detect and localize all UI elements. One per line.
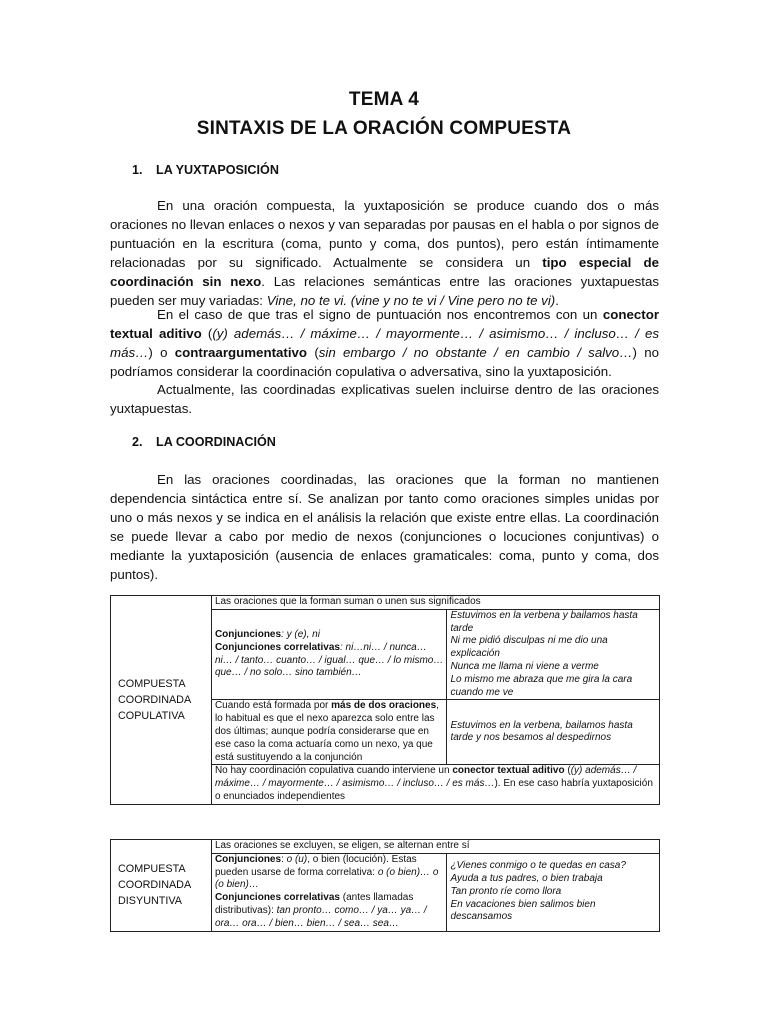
section1-title: LA YUXTAPOSICIÓN — [156, 163, 279, 177]
text-run: En el caso de que tras el signo de puntuación nos encontremos con un — [157, 307, 603, 322]
example-line: Tan pronto ríe como llora — [450, 885, 562, 897]
conjunctions-label: Conjunciones — [214, 853, 282, 865]
text-run: ). En ese caso habría yuxtaposición o enunciados independientes — [214, 778, 653, 802]
example-text: (y) además… / máxime… / mayormente… / asimismo… / incluso… / es más… — [110, 326, 659, 361]
example-line: En vacaciones bien salimos bien descansamos — [450, 898, 596, 923]
conjunctions-label: Conjunciones — [214, 628, 282, 640]
example-line: Estuvimos en la verbena y bailamos hasta tarde — [450, 609, 638, 634]
section1-paragraph-3 — [110, 380, 659, 418]
section2-title: LA COORDINACIÓN — [156, 435, 276, 449]
example-line: Nunca me llama ni viene a verme — [450, 660, 599, 672]
example-line: Ni me pidió disculpas ni me dio una explicación — [450, 635, 608, 660]
section2-heading — [132, 435, 276, 449]
example-text: Vine, no te vi. (vine y no te vi / Vine pero no te vi) — [266, 293, 556, 309]
section1-heading — [132, 163, 279, 177]
disyuntiva-conjunctions-cell — [211, 853, 447, 931]
correlative-label: Conjunciones correlativas — [214, 641, 340, 653]
copulativa-conjunctions-cell — [211, 609, 447, 700]
page-title-line1: TEMA 4 — [348, 89, 420, 110]
bold-term: conector textual aditivo — [110, 307, 659, 342]
section1-paragraph-1 — [110, 196, 659, 311]
text-run: No hay coordinación copulativa cuando interviene un — [214, 765, 453, 777]
text-run: ( — [307, 345, 319, 361]
disyuntiva-header: Las oraciones se excluyen, se eligen, se alternan entre sí — [211, 840, 659, 854]
disyuntiva-label: COMPUESTA COORDINADA DISYUNTIVA — [111, 840, 212, 932]
copulativa-multiple-cell — [211, 700, 447, 765]
example-text: tan pronto… como… / ya… ya… / ora… ora… / bien… bien… / sea… sea… — [214, 904, 427, 929]
copulativa-note-cell — [211, 765, 659, 804]
example-line: Ayuda a tus padres, o bien trabaja — [450, 872, 603, 884]
disyuntiva-examples-cell — [447, 853, 660, 931]
example-text: o (o bien)… o (o bien)… — [214, 866, 439, 891]
page-title-line2: SINTAXIS DE LA ORACIÓN COMPUESTA — [196, 118, 572, 139]
example-line: Estuvimos en la verbena, bailamos hasta tarde y nos besamos al despedirnos — [450, 719, 633, 744]
text-run: En las oraciones coordinadas, las oraciones que la forman no mantienen dependencia sintáctica entre sí. Se analizan por tanto como oraciones simples unidas por uno o más nexos y se indica en el análisis la relación que existe entre ellas. La coordinación se puede llevar a cabo por medio de nexos (conjunciones o locuciones conjuntivas) o mediante la yuxtaposición (ausencia de enlaces gramaticales: coma, punto y coma, dos puntos). — [110, 472, 659, 583]
correlative-value: : ni…ni… / nunca… ni… / tanto… cuanto… / igual… que… / lo mismo… que… / no solo… sino también… — [214, 641, 444, 679]
section1-number: 1. — [132, 163, 143, 177]
copulativa-table — [110, 595, 660, 805]
section2-number: 2. — [132, 435, 143, 449]
text-run: Cuando está formada por — [214, 700, 332, 712]
example-text: sin embargo / no obstante / en cambio / salvo… — [318, 345, 633, 361]
bold-term: conector textual aditivo — [452, 765, 565, 777]
text-run: , o bien (locución). Estas pueden usarse de forma correlativa: — [214, 853, 417, 878]
conjunctions-value: : y (e), ni — [281, 628, 320, 640]
example-text: (y) además… / máxime… / mayormente… / asimismo… / incluso… / es más… — [214, 765, 637, 790]
text-run: : — [281, 853, 287, 865]
text-run: . — [555, 293, 559, 309]
bold-term: más de dos oraciones — [331, 700, 437, 712]
text-run: ( — [564, 765, 571, 777]
example-text: o (u) — [286, 853, 308, 865]
copulativa-multiple-example — [447, 700, 660, 765]
bold-term: contraargumentativo — [174, 345, 308, 361]
text-run: ( — [201, 326, 213, 342]
section2-paragraph-1 — [110, 470, 659, 585]
bold-term: tipo especial de coordinación sin nexo — [110, 255, 660, 290]
example-line: Lo mismo me abraza que me gira la cara cuando me ve — [450, 673, 633, 698]
copulativa-examples-cell — [447, 609, 660, 700]
copulativa-header: Las oraciones que la forman suman o unen sus significados — [211, 596, 659, 610]
text-run: ) no podríamos considerar la coordinación copulativa o adversativa, sino la yuxtaposición. — [110, 345, 660, 380]
text-run: ) o — [148, 345, 175, 361]
disyuntiva-table — [110, 839, 660, 932]
example-line: ¿Vienes conmigo o te quedas en casa? — [450, 860, 626, 872]
text-run: Actualmente, las coordinadas explicativas suelen incluirse dentro de las oraciones yuxtapuestas. — [110, 382, 659, 417]
text-run: , lo habitual es que el nexo aparezca solo entre las dos últimas; aunque podría considerarse que en ese caso la coma actuaría como un nexo, ya que está sustituyendo a la conjunción — [214, 700, 439, 763]
text-run: (antes llamadas distributivas): — [214, 892, 414, 916]
section1-paragraph-2 — [110, 305, 659, 381]
text-run: . Las relaciones semánticas entre las oraciones yuxtapuestas pueden ser muy variadas: — [110, 274, 659, 309]
text-run: En una oración compuesta, la yuxtaposición se produce cuando dos o más oraciones no llevan enlaces o nexos y van separadas por pausas en el habla o por signos de puntuación en la escritura (coma, punto y coma, dos puntos), pero están íntimamente relacionadas por su significado. Actualmente se considera un — [110, 198, 659, 271]
correlative-label: Conjunciones correlativas — [214, 892, 340, 904]
copulativa-label: COMPUESTA COORDINADA COPULATIVA — [111, 596, 212, 805]
